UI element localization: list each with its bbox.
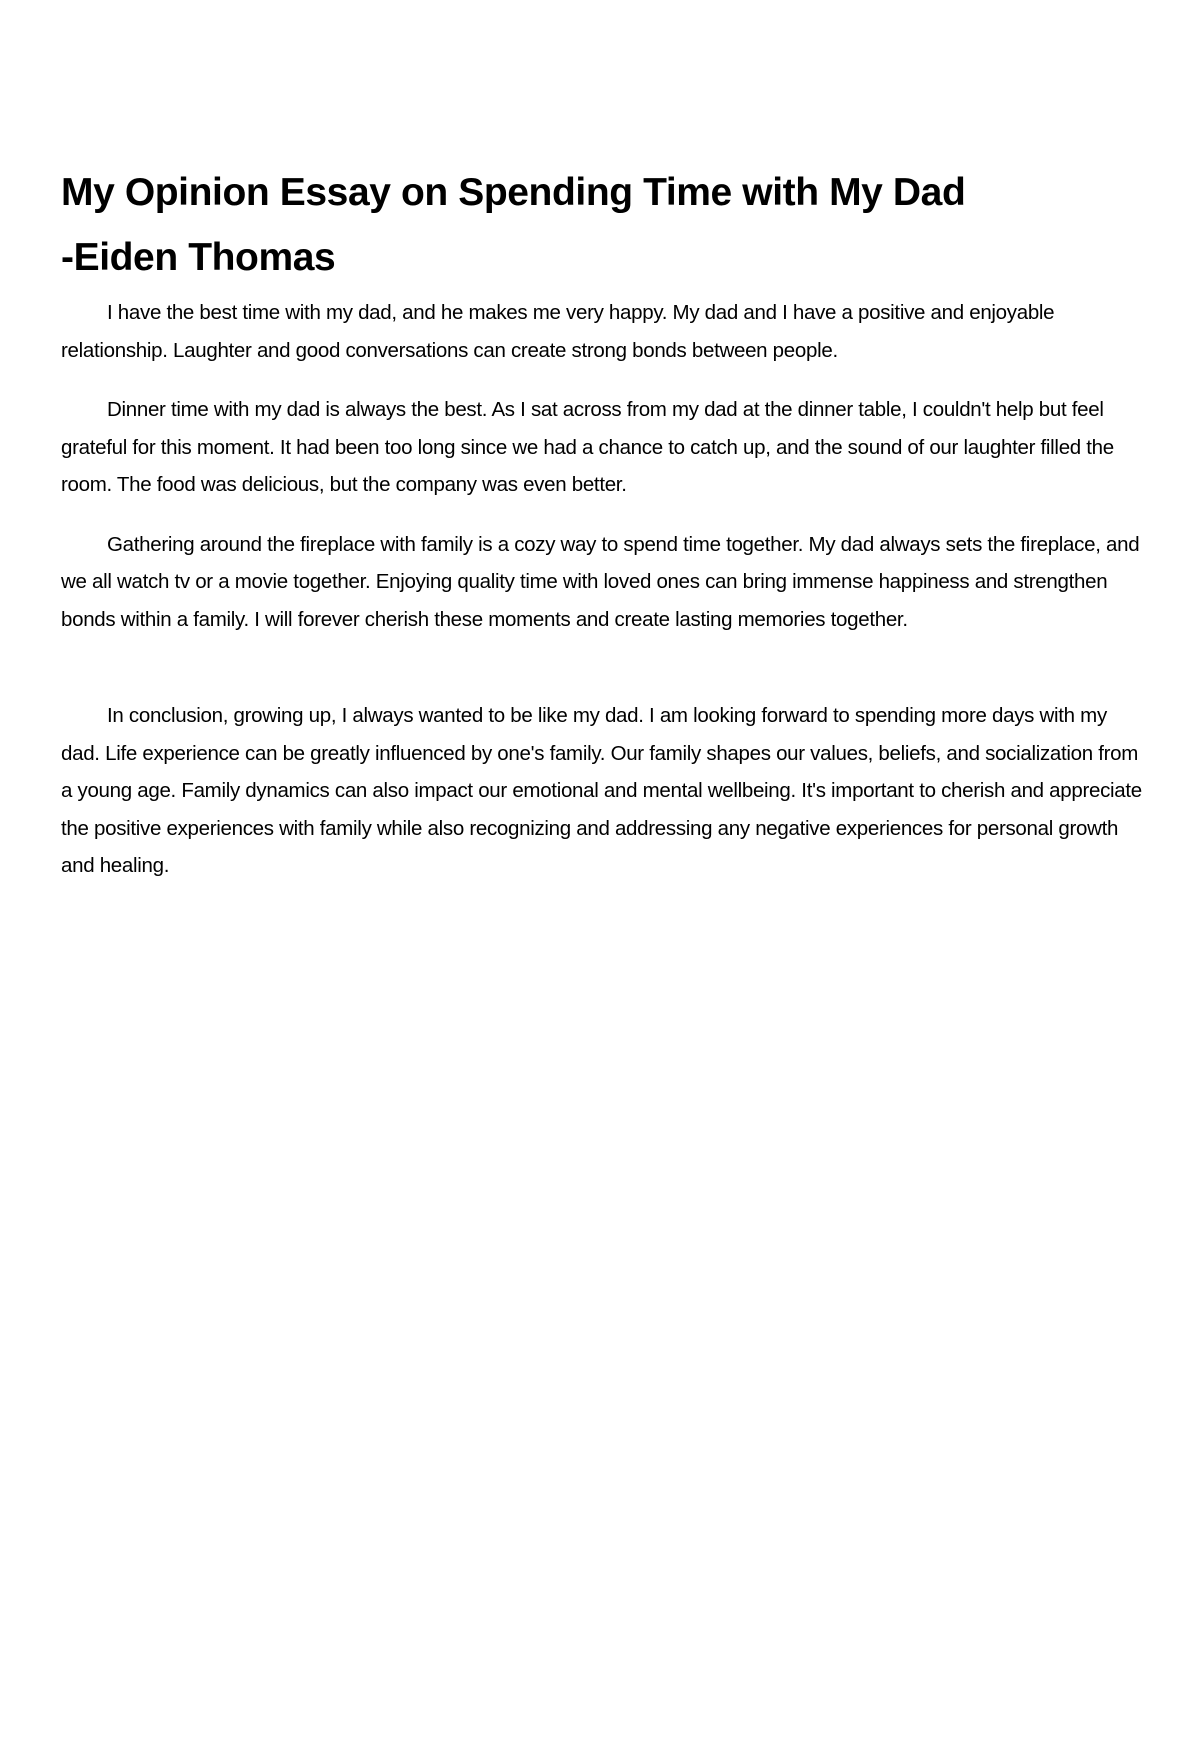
document-body: [61, 160, 1146, 907]
document-title: My Opinion Essay on Spending Time with My Dad: [61, 171, 966, 214]
paragraph-4: In conclusion, growing up, I always wanted to be like my dad. I am looking forward to spending more days with my dad. Life experience can be greatly influenced by one's family. Our family shapes our values, beliefs, and socialization from a young age. Family dynamics can also impact our emotional and mental wellbeing. It's important to cherish and appreciate the positive experiences with family while also recognizing and addressing any negative experiences for personal growth and healing.: [61, 704, 1142, 877]
document-author: -Eiden Thomas: [61, 236, 336, 279]
paragraph-spacer: [61, 660, 1146, 697]
paragraph-2: Dinner time with my dad is always the best. As I sat across from my dad at the dinner table, I couldn't help but feel grateful for this moment. It had been too long since we had a chance to catch up, and the sound of our laughter filled the room. The food was delicious, but the company was even better.: [61, 398, 1114, 496]
paragraph-1: I have the best time with my dad, and he makes me very happy. My dad and I have a positive and enjoyable relationship. Laughter and good conversations can create strong bonds between people.: [61, 301, 1055, 362]
paragraph-3: Gathering around the fireplace with family is a cozy way to spend time together. My dad always sets the fireplace, and we all watch tv or a movie together. Enjoying quality time with loved ones can bring immense happiness and strengthen bonds within a family. I will forever cherish these moments and create lasting memories together.: [61, 532, 1140, 631]
